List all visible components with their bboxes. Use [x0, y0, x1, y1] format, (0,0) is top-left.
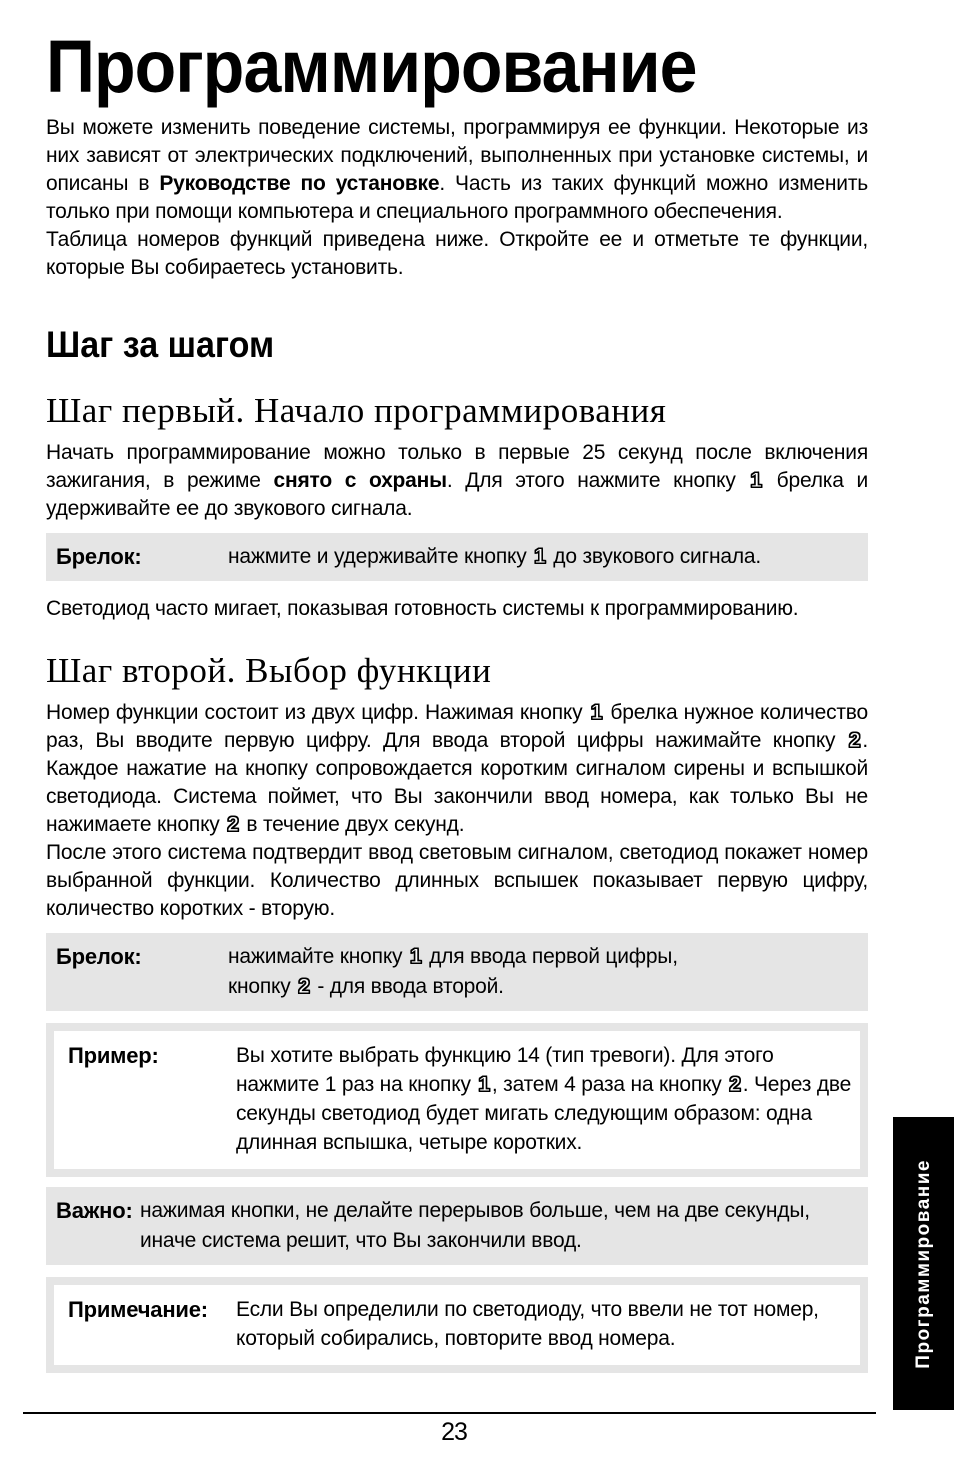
note-label: Примечание:	[68, 1297, 208, 1322]
important-box	[46, 1187, 868, 1265]
keyfob-button-1-glyph: 1	[534, 545, 546, 568]
callout-line: нажмите и удерживайте кнопку 1 до звукового сигнала.	[228, 545, 762, 568]
example-label: Пример:	[68, 1043, 159, 1068]
callout-line: нажимайте кнопку 1 для ввода первой цифры,	[228, 945, 678, 968]
callout-label: Брелок:	[56, 944, 142, 969]
section-heading	[46, 326, 868, 363]
callout-label: Брелок:	[56, 544, 142, 569]
keyfob-button-2-glyph: 2	[729, 1073, 741, 1096]
chapter-side-tab-label: Программирование	[912, 1158, 934, 1369]
keyfob-callout-step1	[46, 533, 868, 581]
note-text: Если Вы определили по светодиоду, что ввели не тот номер, который собирались, повторите ввод номера.	[236, 1298, 819, 1350]
led-status-note: Светодиод часто мигает, показывая готовность системы к программированию.	[46, 597, 799, 620]
intro-paragraph: Таблица номеров функций приведена ниже. Откройте ее и отметьте те функции, которые Вы собираетесь установить.	[46, 228, 868, 279]
page-content	[46, 25, 869, 1373]
example-text: Вы хотите выбрать функцию 14 (тип тревоги). Для этого нажмите 1 раз на кнопку 1, затем 4 раза на кнопку 2. Через две секунды светодиод будет мигать следующим образом: одна длинная вспышка, четыре коротких.	[236, 1044, 852, 1154]
page-number: 23	[441, 1418, 467, 1446]
step2-paragraph: Номер функции состоит из двух цифр. Нажимая кнопку 1 брелка нужное количество раз, Вы вводите первую цифру. Для ввода второй цифры нажимайте кнопку 2. Каждое нажатие на кнопку сопровождается коротким сигналом сирены и вспышкой светодиода. Система поймет, что Вы закончили ввод номера, как только Вы не нажимаете кнопку 2 в течение двух секунд.	[46, 701, 869, 836]
step1-body: Начать программирование можно только в первые 25 секунд после включения зажигания, в режиме снято с охраны. Для этого нажмите кнопку 1 брелка и удерживайте ее до звукового сигнала.	[46, 441, 869, 520]
page-title	[46, 25, 868, 108]
keyfob-button-1-glyph: 1	[750, 469, 762, 492]
step2-heading: Шаг второй. Выбор функции	[46, 651, 492, 690]
important-label: Важно:	[56, 1198, 133, 1223]
intro-block	[46, 114, 868, 282]
callout-text	[228, 942, 858, 1002]
keyfob-button-1-glyph: 1	[410, 945, 422, 968]
chapter-side-tab	[893, 1117, 954, 1410]
keyfob-button-2-glyph: 2	[227, 813, 239, 836]
example-box-inner	[54, 1031, 860, 1169]
note-box	[46, 1277, 868, 1373]
intro-paragraph: Вы можете изменить поведение системы, программируя ее функции. Некоторые из них зависят от электрических подключений, выполненных при установке системы, и описаны в Руководстве по установке. Часть из таких функций можно изменить только при помощи компьютера и специального программного обеспечения.	[46, 116, 868, 223]
keyfob-button-1-glyph: 1	[590, 701, 603, 724]
keyfob-callout-step2	[46, 933, 868, 1011]
page-title-text: Программирование	[46, 25, 697, 108]
keyfob-button-2-glyph: 2	[298, 975, 310, 998]
footer-rule	[23, 1412, 876, 1414]
note-box-inner	[54, 1285, 860, 1365]
section-heading-text: Шаг за шагом	[46, 324, 275, 365]
callout-text	[228, 542, 858, 572]
keyfob-button-1-glyph: 1	[478, 1073, 490, 1096]
example-box	[46, 1023, 868, 1177]
important-text: нажимая кнопки, не делайте перерывов больше, чем на две секунды, иначе система решит, что Вы закончили ввод.	[140, 1199, 810, 1252]
callout-line: кнопку 2 - для ввода второй.	[228, 975, 504, 998]
keyfob-button-2-glyph: 2	[848, 729, 861, 752]
step1-heading: Шаг первый. Начало программирования	[46, 391, 667, 430]
step2-paragraph: После этого система подтвердит ввод световым сигналом, светодиод покажет номер выбранной функции. Количество длинных вспышек показывает первую цифру, количество коротких - вторую.	[46, 841, 868, 920]
